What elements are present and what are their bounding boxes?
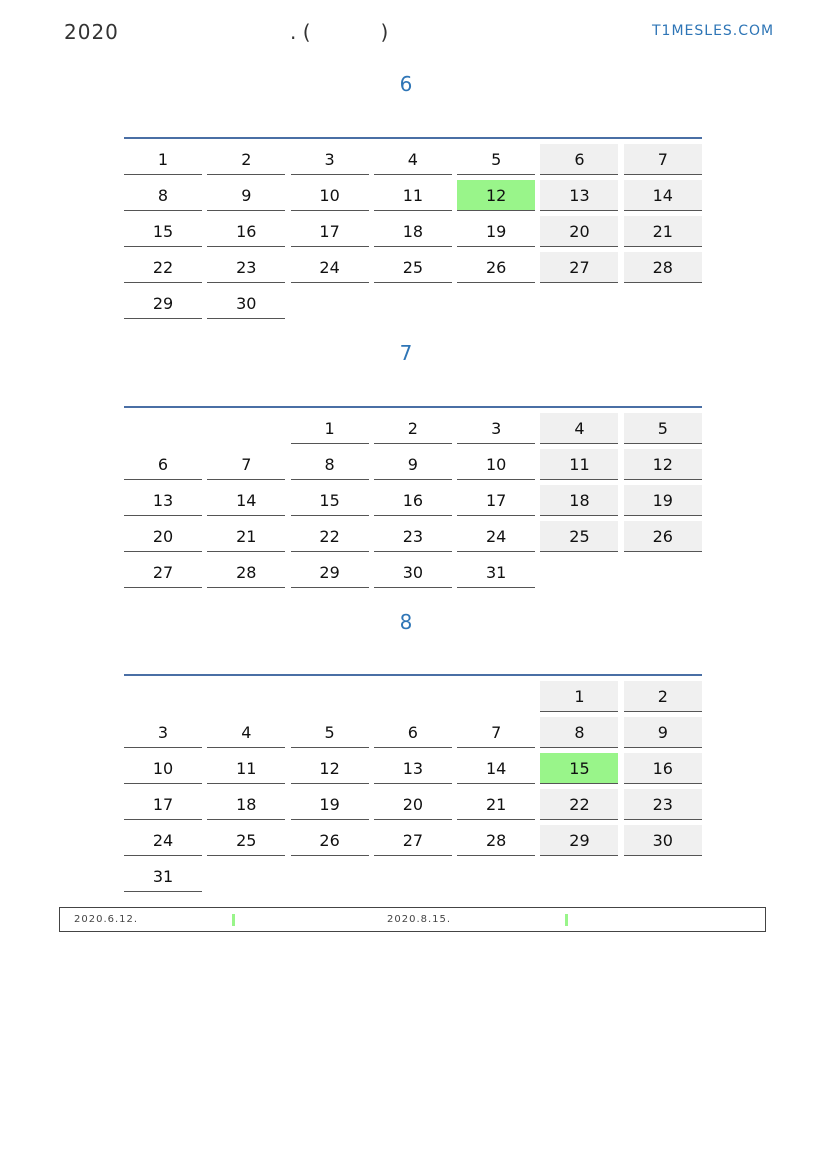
day-cell[interactable]: 11 xyxy=(540,449,618,480)
empty-day-cell xyxy=(374,288,452,319)
day-cell[interactable]: 10 xyxy=(124,753,202,784)
day-cell[interactable]: 4 xyxy=(374,144,452,175)
empty-day-cell xyxy=(291,861,369,892)
day-cell[interactable]: 25 xyxy=(540,521,618,552)
day-cell[interactable]: 15 xyxy=(124,216,202,247)
day-cell[interactable]: 29 xyxy=(291,557,369,588)
calendar-june xyxy=(124,137,702,324)
day-cell[interactable]: 17 xyxy=(291,216,369,247)
empty-day-cell xyxy=(540,288,618,319)
day-cell[interactable]: 2 xyxy=(374,413,452,444)
empty-day-cell xyxy=(624,557,702,588)
day-cell[interactable]: 24 xyxy=(291,252,369,283)
day-cell[interactable]: 23 xyxy=(207,252,285,283)
month-title-june: 6 xyxy=(399,72,413,96)
empty-day-cell xyxy=(124,681,202,712)
day-cell[interactable]: 14 xyxy=(207,485,285,516)
day-cell[interactable]: 1 xyxy=(124,144,202,175)
day-cell[interactable]: 5 xyxy=(457,144,535,175)
empty-day-cell xyxy=(374,681,452,712)
empty-day-cell xyxy=(207,681,285,712)
day-cell[interactable]: 28 xyxy=(624,252,702,283)
day-cell[interactable]: 20 xyxy=(124,521,202,552)
day-cell[interactable]: 5 xyxy=(624,413,702,444)
day-cell[interactable]: 24 xyxy=(124,825,202,856)
empty-day-cell xyxy=(457,681,535,712)
empty-day-cell xyxy=(624,861,702,892)
day-cell[interactable]: 12 xyxy=(457,180,535,211)
calendar-july xyxy=(124,406,702,593)
day-cell[interactable]: 12 xyxy=(624,449,702,480)
day-cell[interactable]: 13 xyxy=(374,753,452,784)
day-cell[interactable]: 21 xyxy=(624,216,702,247)
day-cell[interactable]: 18 xyxy=(540,485,618,516)
day-cell[interactable]: 26 xyxy=(457,252,535,283)
day-cell[interactable]: 14 xyxy=(457,753,535,784)
legend-date-2: 2020.8.15. xyxy=(387,914,452,925)
day-cell[interactable]: 29 xyxy=(124,288,202,319)
day-cell[interactable]: 13 xyxy=(124,485,202,516)
day-cell[interactable]: 16 xyxy=(374,485,452,516)
day-cell[interactable]: 6 xyxy=(124,449,202,480)
day-cell[interactable]: 30 xyxy=(624,825,702,856)
legend-marker-1 xyxy=(232,914,235,926)
day-cell[interactable]: 27 xyxy=(540,252,618,283)
day-cell[interactable]: 9 xyxy=(207,180,285,211)
day-cell[interactable]: 1 xyxy=(291,413,369,444)
day-cell[interactable]: 18 xyxy=(374,216,452,247)
day-cell[interactable]: 19 xyxy=(624,485,702,516)
day-cell[interactable]: 11 xyxy=(207,753,285,784)
day-cell[interactable]: 8 xyxy=(540,717,618,748)
day-cell[interactable]: 18 xyxy=(207,789,285,820)
empty-day-cell xyxy=(291,681,369,712)
day-cell[interactable]: 22 xyxy=(124,252,202,283)
day-cell[interactable]: 7 xyxy=(624,144,702,175)
day-cell[interactable]: 15 xyxy=(291,485,369,516)
day-cell[interactable]: 25 xyxy=(207,825,285,856)
day-cell[interactable]: 26 xyxy=(291,825,369,856)
day-cell[interactable]: 23 xyxy=(374,521,452,552)
day-cell[interactable]: 14 xyxy=(624,180,702,211)
empty-day-cell xyxy=(291,288,369,319)
legend-box xyxy=(59,907,766,932)
day-cell[interactable]: 21 xyxy=(457,789,535,820)
day-cell[interactable]: 3 xyxy=(291,144,369,175)
day-cell[interactable]: 6 xyxy=(374,717,452,748)
day-cell[interactable]: 17 xyxy=(124,789,202,820)
empty-day-cell xyxy=(624,288,702,319)
empty-day-cell xyxy=(457,861,535,892)
day-cell[interactable]: 30 xyxy=(207,288,285,319)
month-title-august: 8 xyxy=(399,610,413,634)
day-cell[interactable]: 15 xyxy=(540,753,618,784)
empty-day-cell xyxy=(374,861,452,892)
day-cell[interactable]: 2 xyxy=(207,144,285,175)
day-cell[interactable]: 13 xyxy=(540,180,618,211)
day-cell[interactable]: 24 xyxy=(457,521,535,552)
day-cell[interactable]: 22 xyxy=(291,521,369,552)
day-cell[interactable]: 30 xyxy=(374,557,452,588)
day-cell[interactable]: 1 xyxy=(540,681,618,712)
header-year: 2020 xyxy=(64,20,119,44)
day-cell[interactable]: 12 xyxy=(291,753,369,784)
day-cell[interactable]: 10 xyxy=(457,449,535,480)
day-cell[interactable]: 20 xyxy=(540,216,618,247)
day-cell[interactable]: 21 xyxy=(207,521,285,552)
day-cell[interactable]: 23 xyxy=(624,789,702,820)
day-cell[interactable]: 10 xyxy=(291,180,369,211)
day-cell[interactable]: 28 xyxy=(457,825,535,856)
day-cell[interactable]: 6 xyxy=(540,144,618,175)
legend-date-1: 2020.6.12. xyxy=(74,914,139,925)
legend-marker-2 xyxy=(565,914,568,926)
header-title: . ( ) xyxy=(290,20,389,44)
empty-day-cell xyxy=(207,413,285,444)
day-cell[interactable]: 2 xyxy=(624,681,702,712)
day-cell[interactable]: 16 xyxy=(207,216,285,247)
day-cell[interactable]: 20 xyxy=(374,789,452,820)
empty-day-cell xyxy=(540,557,618,588)
empty-day-cell xyxy=(124,413,202,444)
day-cell[interactable]: 5 xyxy=(291,717,369,748)
day-cell[interactable]: 31 xyxy=(124,861,202,892)
day-cell[interactable]: 9 xyxy=(624,717,702,748)
empty-day-cell xyxy=(207,861,285,892)
day-cell[interactable]: 7 xyxy=(207,449,285,480)
empty-day-cell xyxy=(540,861,618,892)
day-cell[interactable]: 25 xyxy=(374,252,452,283)
day-cell[interactable]: 27 xyxy=(124,557,202,588)
day-cell[interactable]: 8 xyxy=(291,449,369,480)
day-cell[interactable]: 11 xyxy=(374,180,452,211)
day-cell[interactable]: 29 xyxy=(540,825,618,856)
day-cell[interactable]: 4 xyxy=(540,413,618,444)
empty-day-cell xyxy=(457,288,535,319)
day-cell[interactable]: 27 xyxy=(374,825,452,856)
month-title-july: 7 xyxy=(399,341,413,365)
calendar-august xyxy=(124,674,702,897)
day-cell[interactable]: 4 xyxy=(207,717,285,748)
day-cell[interactable]: 22 xyxy=(540,789,618,820)
day-cell[interactable]: 17 xyxy=(457,485,535,516)
day-cell[interactable]: 8 xyxy=(124,180,202,211)
day-cell[interactable]: 16 xyxy=(624,753,702,784)
day-cell[interactable]: 26 xyxy=(624,521,702,552)
site-link[interactable]: T1MESLES.COM xyxy=(652,23,775,39)
day-cell[interactable]: 31 xyxy=(457,557,535,588)
day-cell[interactable]: 19 xyxy=(291,789,369,820)
day-cell[interactable]: 7 xyxy=(457,717,535,748)
day-cell[interactable]: 19 xyxy=(457,216,535,247)
day-cell[interactable]: 3 xyxy=(124,717,202,748)
day-cell[interactable]: 9 xyxy=(374,449,452,480)
day-cell[interactable]: 28 xyxy=(207,557,285,588)
day-cell[interactable]: 3 xyxy=(457,413,535,444)
